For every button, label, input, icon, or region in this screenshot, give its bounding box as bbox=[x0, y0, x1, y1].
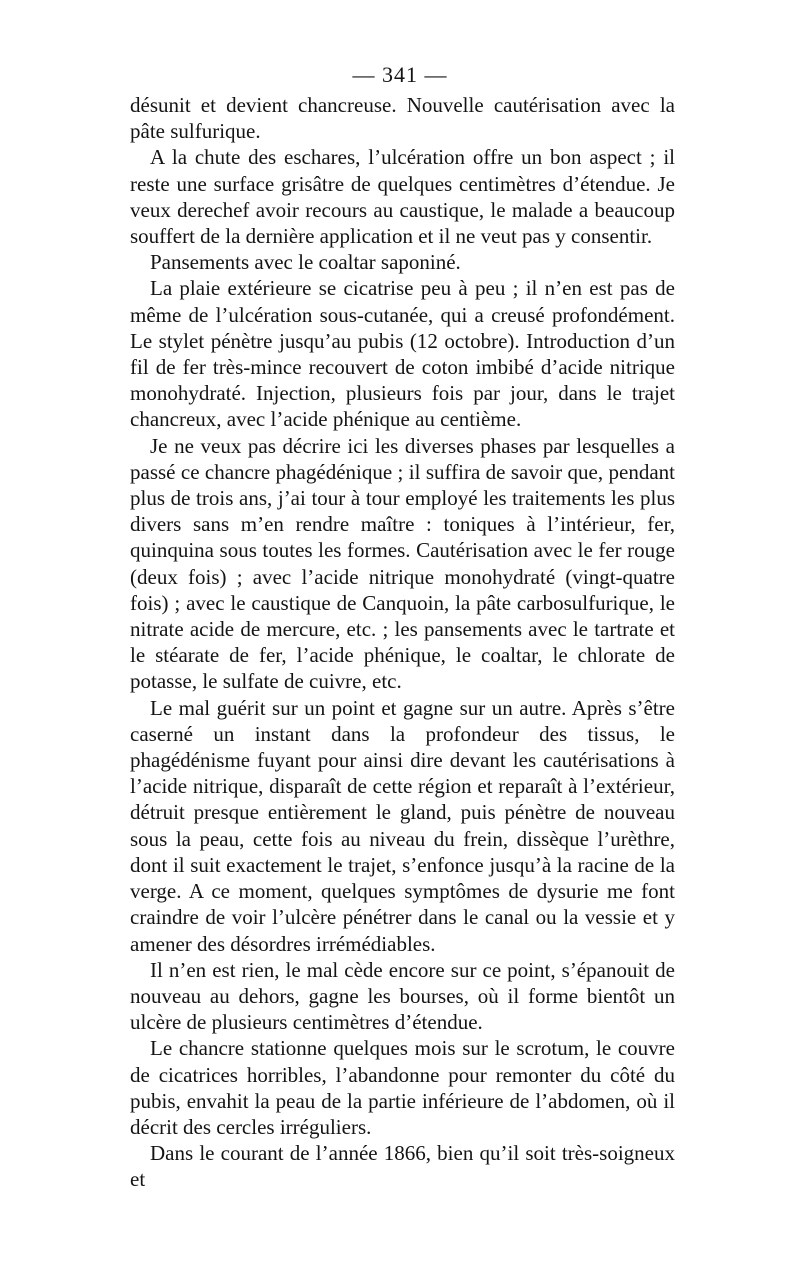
body-text bbox=[130, 92, 675, 1193]
paragraph: Je ne veux pas décrire ici les diverses phases par lesquelles a passé ce chancre phagédénique ; il suffira de savoir que, pendant plus de trois ans, j’ai tour à tour employé les traitements les plus divers sans m’en rendre maître : toniques à l’intérieur, fer, quinquina sous toutes les formes. Cautérisation avec le fer rouge (deux fois) ; avec l’acide nitrique monohydraté (vingt-quatre fois) ; avec le caustique de Canquoin, la pâte carbosulfurique, le nitrate acide de mercure, etc. ; les pansements avec le tartrate et le stéarate de fer, l’acide phénique, le coaltar, le chlorate de potasse, le sulfate de cuivre, etc. bbox=[130, 433, 675, 694]
paragraph: Il n’en est rien, le mal cède encore sur ce point, s’épanouit de nouveau au dehors, gagne les bourses, où il forme bientôt un ulcère de plusieurs centimètres d’étendue. bbox=[130, 957, 675, 1035]
paragraph: désunit et devient chancreuse. Nouvelle cautérisation avec la pâte sulfurique. bbox=[130, 93, 675, 144]
paragraph: A la chute des eschares, l’ulcération offre un bon aspect ; il reste une surface grisâtre de quelques centimètres d’étendue. Je veux derechef avoir recours au caustique, le malade a beaucoup souffert de la dernière application et il ne veut pas y consentir. bbox=[130, 145, 675, 249]
paragraph: La plaie extérieure se cicatrise peu à peu ; il n’en est pas de même de l’ulcération sous-cutanée, qui a creusé profondément. Le stylet pénètre jusqu’au pubis (12 octobre). Introduction d’un fil de fer très-mince recouvert de coton imbibé d’acide nitrique monohydraté. Injection, plusieurs fois par jour, dans le trajet chancreux, avec l’acide phénique au centième. bbox=[130, 276, 675, 432]
page-number: — 341 — bbox=[352, 62, 448, 87]
paragraph: Pansements avec le coaltar saponiné. bbox=[150, 250, 461, 275]
paragraph: Dans le courant de l’année 1866, bien qu’il soit très-soigneux et bbox=[130, 1141, 675, 1192]
paragraph: Le mal guérit sur un point et gagne sur un autre. Après s’être caserné un instant dans la profondeur des tissus, le phagédénisme fuyant pour ainsi dire devant les cautérisations à l’acide nitrique, disparaît de cette région et reparaît à l’extérieur, détruit presque entièrement le gland, puis pénètre de nouveau sous la peau, cette fois au niveau du frein, dissèque l’urèthre, dont il suit exactement le trajet, s’enfonce jusqu’à la racine de la verge. A ce moment, quelques symptômes de dysurie me font craindre de voir l’ulcère pénétrer dans le canal ou la vessie et y amener des désordres irrémédiables. bbox=[130, 695, 675, 956]
paragraph: Le chancre stationne quelques mois sur le scrotum, le couvre de cicatrices horribles, l’abandonne pour remonter du côté du pubis, envahit la peau de la partie inférieure de l’abdomen, où il décrit des cercles irréguliers. bbox=[130, 1036, 675, 1139]
